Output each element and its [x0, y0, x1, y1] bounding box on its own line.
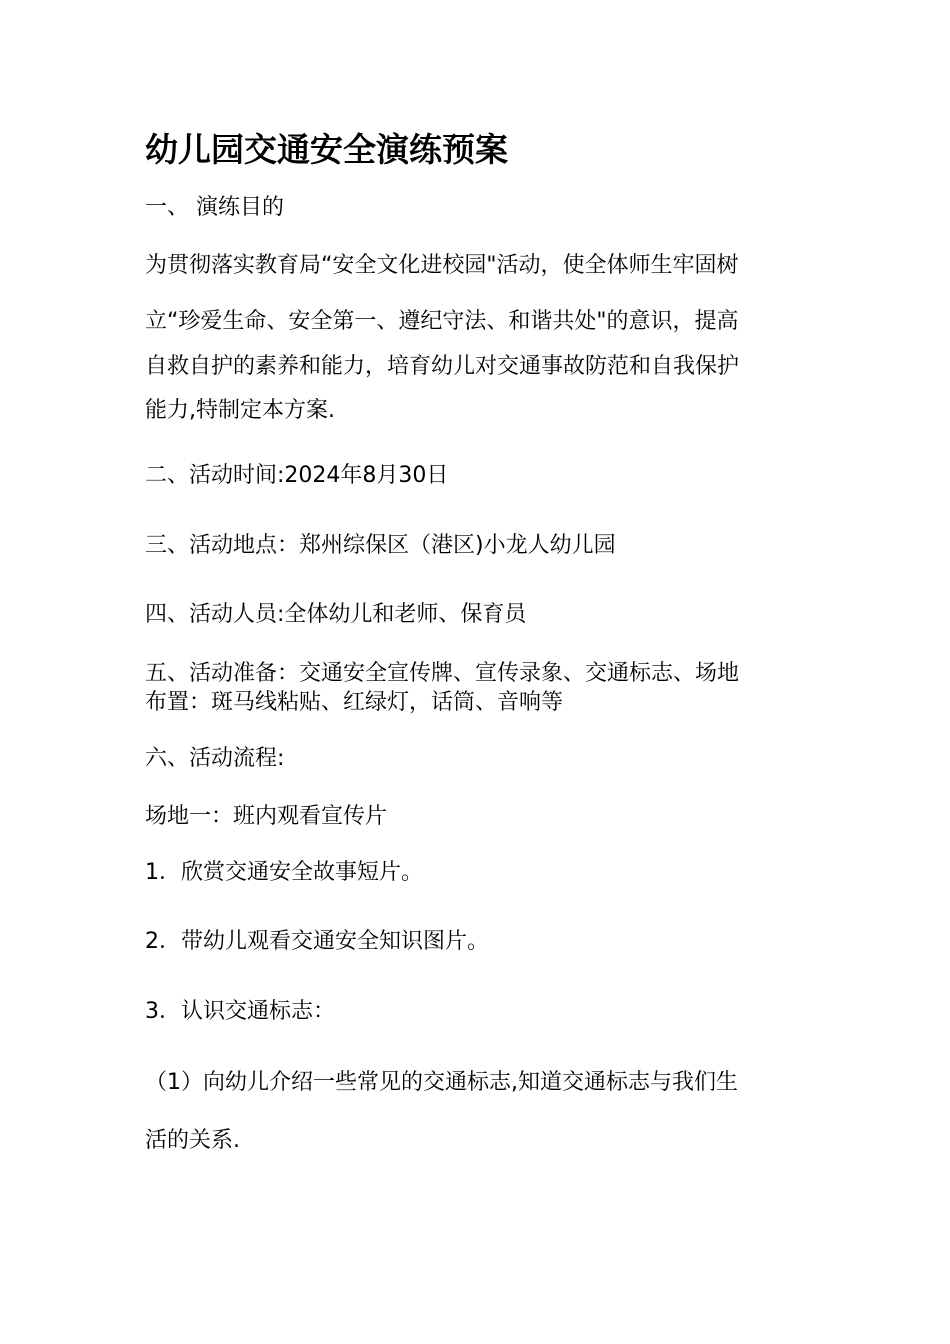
- section-heading-time: 二、活动时间:2024年8月30日: [145, 463, 449, 488]
- document-title: 幼儿园交通安全演练预案: [145, 130, 508, 169]
- section-heading-participants: 四、活动人员:全体幼儿和老师、保育员: [145, 602, 527, 627]
- paragraph-line: 自救自护的素养和能力，培育幼儿对交通事故防范和自我保护: [145, 354, 740, 379]
- list-item: 3．认识交通标志：: [145, 999, 335, 1024]
- section-heading-purpose: 一、 演练目的: [145, 195, 284, 220]
- list-item: 2．带幼儿观看交通安全知识图片。: [145, 929, 489, 954]
- subsection-heading: 场地一：班内观看宣传片: [145, 804, 388, 829]
- list-item: 1．欣赏交通安全故事短片。: [145, 860, 423, 885]
- paragraph-line: 为贯彻落实教育局“安全文化进校园"活动，使全体师生牢固树: [145, 253, 739, 278]
- section-heading-process: 六、活动流程:: [145, 746, 285, 771]
- list-subitem: 活的关系.: [145, 1128, 240, 1153]
- paragraph-line: 立“珍爱生命、安全第一、遵纪守法、和谐共处"的意识，提高: [145, 309, 739, 334]
- paragraph-line: 能力,特制定本方案.: [145, 398, 335, 423]
- list-subitem: （1）向幼儿介绍一些常见的交通标志,知道交通标志与我们生: [145, 1070, 738, 1095]
- paragraph-line: 布置：斑马线粘贴、红绿灯，话筒、音响等: [145, 690, 564, 715]
- section-heading-preparation: 五、活动准备：交通安全宣传牌、宣传录象、交通标志、场地: [145, 661, 740, 686]
- section-heading-location: 三、活动地点：郑州综保区（港区)小龙人幼儿园: [145, 533, 616, 558]
